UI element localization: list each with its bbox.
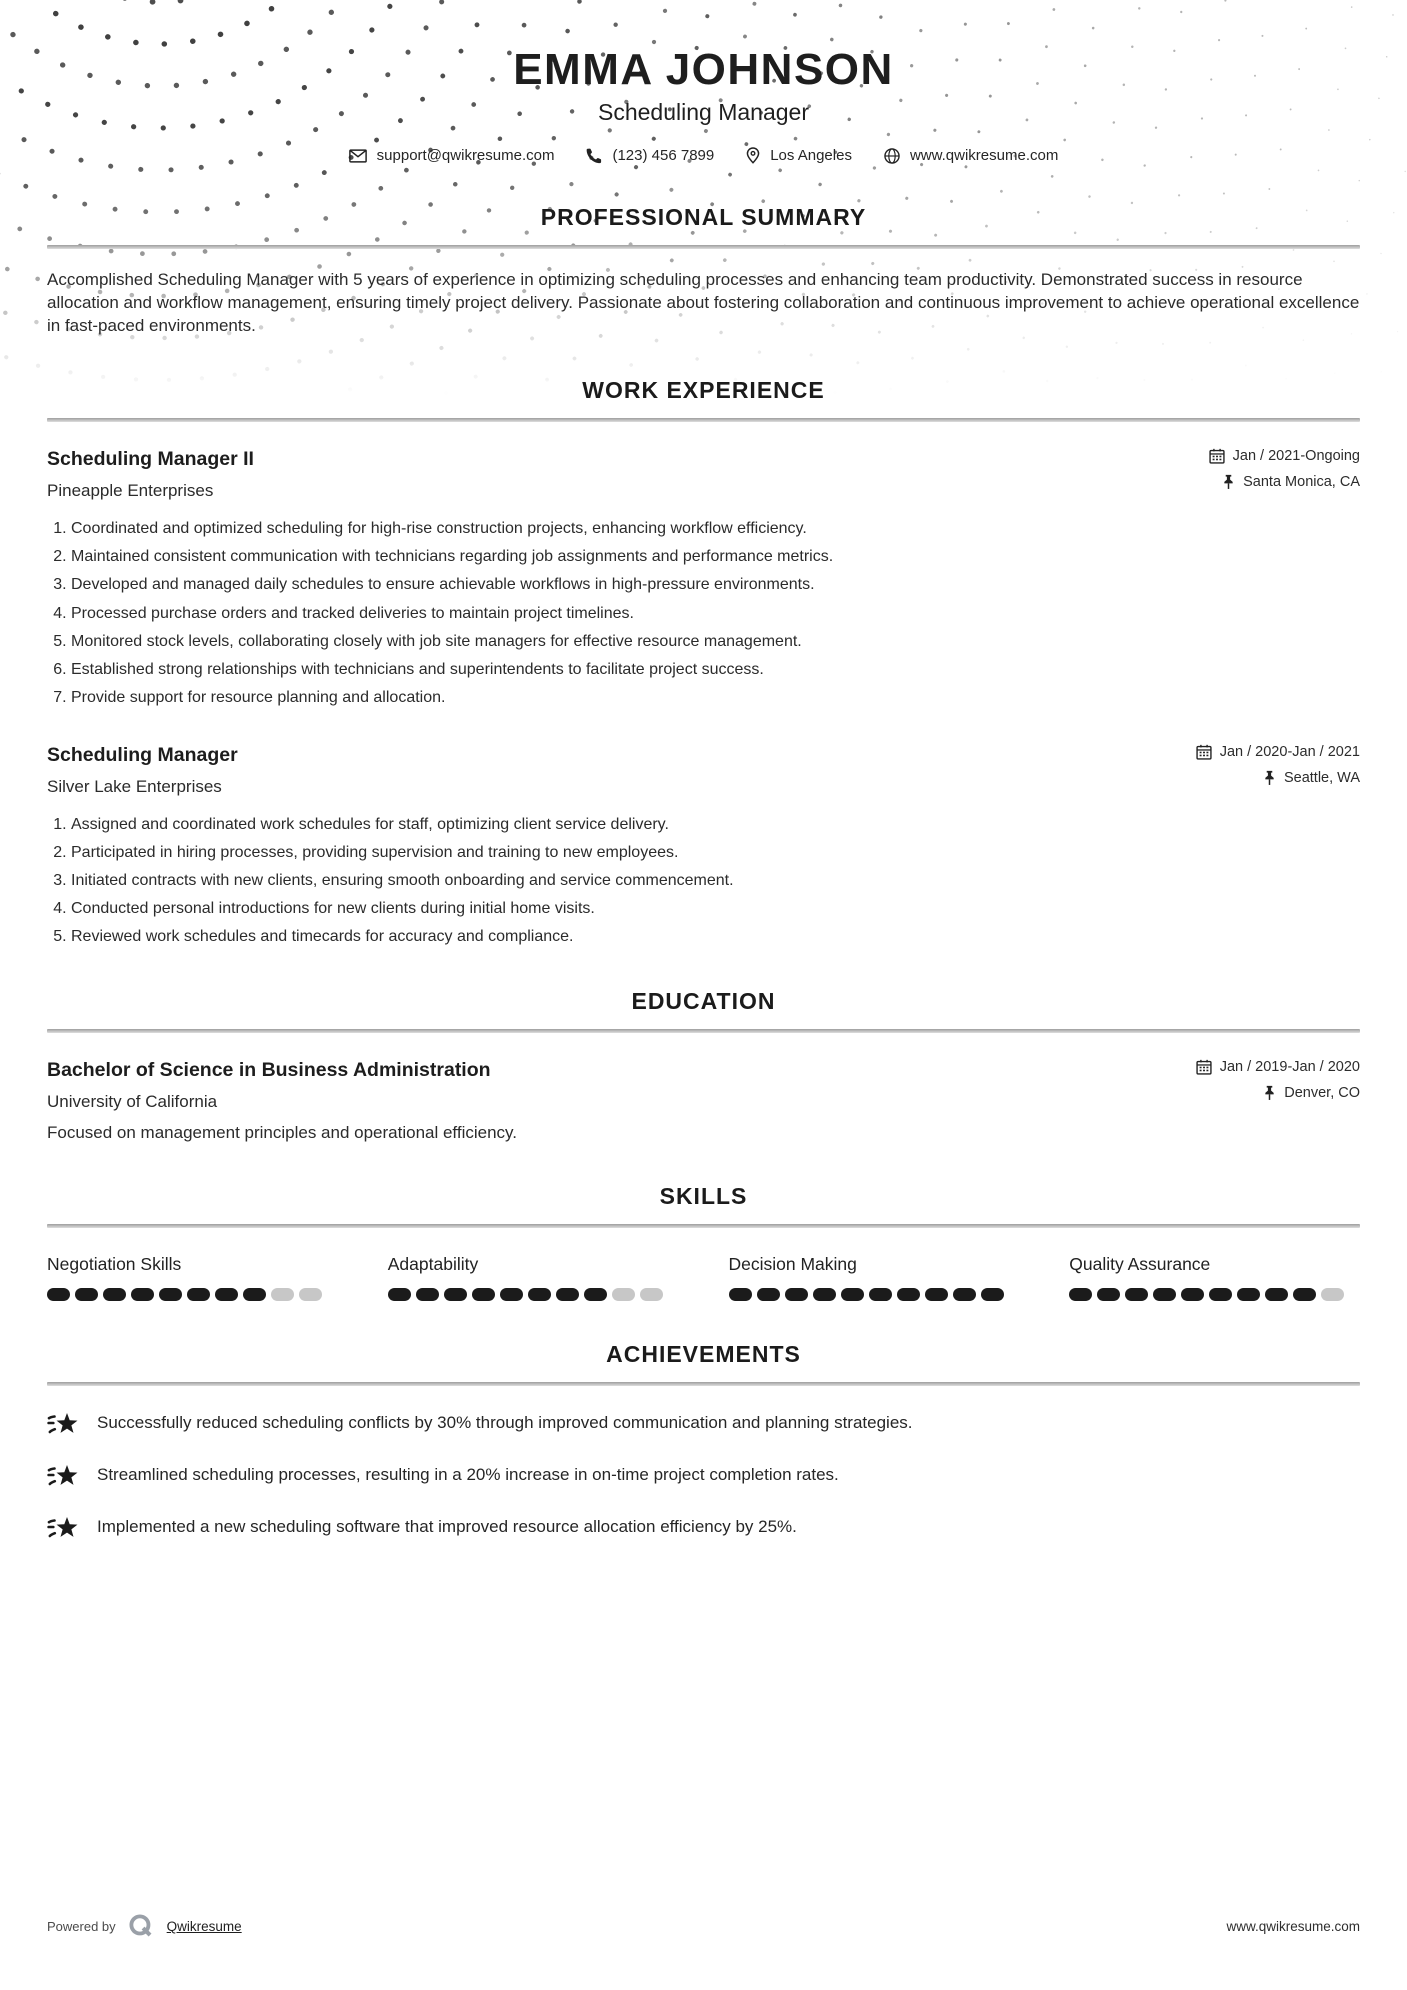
skill-level-bar <box>388 1288 679 1301</box>
pin-icon <box>1222 474 1235 490</box>
skill-bar-segment <box>271 1288 294 1301</box>
job-location <box>1196 770 1360 786</box>
summary-heading: PROFESSIONAL SUMMARY <box>540 204 867 231</box>
summary-text: Accomplished Scheduling Manager with 5 years of experience in optimizing scheduling processes and enhancing team productivity. Demonstrated success in resource allocation and workflow management, ensuring timely project delivery. Passionate about fostering collaboration and continuous improvement to achieve operational excellence in fast-paced environments. <box>47 270 1360 335</box>
section-divider <box>47 1224 1360 1228</box>
section-skills <box>47 1183 1360 1301</box>
skill-bar-segment <box>1097 1288 1120 1301</box>
education-header-left <box>47 1059 491 1112</box>
skill-bar-segment <box>416 1288 439 1301</box>
skill-bar-segment <box>47 1288 70 1301</box>
skill-bar-segment <box>841 1288 864 1301</box>
skill-item <box>1069 1254 1360 1301</box>
achievement-item <box>47 1513 1360 1542</box>
education-location-text: Denver, CO <box>1284 1084 1360 1101</box>
skill-bar-segment <box>1181 1288 1204 1301</box>
contact-item <box>586 147 714 164</box>
skill-level-bar <box>729 1288 1020 1301</box>
skill-bar-segment <box>1209 1288 1232 1301</box>
job-bullet: 5. Monitored stock levels, collaborating closely with job site managers for effective resource management. <box>71 631 1360 652</box>
achievement-item <box>47 1409 1360 1438</box>
education-header <box>47 1059 1360 1112</box>
skill-bar-segment <box>388 1288 411 1301</box>
qwikresume-link[interactable]: Qwikresume <box>166 1919 242 1934</box>
job-header <box>47 448 1360 501</box>
job-bullet: 4. Conducted personal introductions for new clients during initial home visits. <box>71 898 1360 919</box>
education-location <box>1196 1085 1360 1101</box>
skill-bar-segment <box>1125 1288 1148 1301</box>
education-dates <box>1196 1059 1360 1075</box>
skill-bar-segment <box>556 1288 579 1301</box>
location-icon <box>746 147 760 164</box>
job-bullet: 1. Assigned and coordinated work schedules for staff, optimizing client service delivery. <box>71 814 1360 835</box>
education-list <box>47 1059 1360 1143</box>
skill-bar-segment <box>612 1288 635 1301</box>
job-location-text: Seattle, WA <box>1283 769 1360 786</box>
job-entry <box>47 448 1360 708</box>
skill-bar-segment <box>131 1288 154 1301</box>
job-bullet: 3. Initiated contracts with new clients, ensuring smooth onboarding and service commencement. <box>71 870 1360 891</box>
job-list <box>47 448 1360 947</box>
job-dates <box>1196 744 1360 760</box>
powered-by-label: Powered by <box>47 1919 116 1934</box>
experience-heading: WORK EXPERIENCE <box>582 377 825 404</box>
skill-bar-segment <box>103 1288 126 1301</box>
skill-bar-segment <box>1069 1288 1092 1301</box>
job-meta <box>1209 448 1360 500</box>
job-company: Silver Lake Enterprises <box>47 776 222 796</box>
section-divider <box>47 418 1360 422</box>
resume-header <box>47 0 1360 164</box>
skill-bar-segment <box>1293 1288 1316 1301</box>
job-dates-text: Jan / 2021-Ongoing <box>1232 448 1360 465</box>
job-bullet: 3. Developed and managed daily schedules to ensure achievable workflows in high-pressure environments. <box>71 574 1360 595</box>
skill-level-bar <box>47 1288 338 1301</box>
skill-name: Decision Making <box>728 1253 857 1274</box>
job-header-left <box>47 448 254 501</box>
pin-icon <box>1263 1085 1276 1101</box>
skill-bar-segment <box>584 1288 607 1301</box>
skill-item <box>47 1254 338 1301</box>
calendar-icon <box>1196 1059 1212 1075</box>
footer-website: www.qwikresume.com <box>1226 1919 1360 1934</box>
job-bullet-list <box>47 814 1360 948</box>
skill-bar-segment <box>1237 1288 1260 1301</box>
job-header <box>47 744 1360 797</box>
email-icon <box>349 149 367 163</box>
job-location-text: Santa Monica, CA <box>1243 474 1360 491</box>
job-company: Pineapple Enterprises <box>47 481 214 501</box>
job-title: Scheduling Manager II <box>47 448 254 471</box>
section-professional-summary <box>47 204 1360 337</box>
skill-bar-segment <box>869 1288 892 1301</box>
school-name: University of California <box>47 1091 218 1111</box>
skill-bar-segment <box>187 1288 210 1301</box>
job-entry <box>47 744 1360 948</box>
skill-bar-segment <box>75 1288 98 1301</box>
candidate-title: Scheduling Manager <box>598 99 809 126</box>
job-dates-text: Jan / 2020-Jan / 2021 <box>1219 743 1360 760</box>
skill-bar-segment <box>729 1288 752 1301</box>
contact-item <box>746 147 852 164</box>
achievements-heading: ACHIEVEMENTS <box>606 1340 801 1367</box>
job-bullet: 5. Reviewed work schedules and timecards for accuracy and compliance. <box>71 926 1360 947</box>
achievement-text: Streamlined scheduling processes, resulting in a 20% increase in on-time project completion rates. <box>97 1465 839 1485</box>
section-achievements <box>47 1341 1360 1542</box>
education-heading: EDUCATION <box>631 987 776 1014</box>
skill-bar-segment <box>897 1288 920 1301</box>
skill-level-bar <box>1069 1288 1360 1301</box>
contact-item <box>349 147 555 164</box>
page-footer <box>47 1913 1360 1940</box>
education-entry <box>47 1059 1360 1143</box>
job-bullet: 7. Provide support for resource planning and allocation. <box>71 687 1360 708</box>
calendar-icon <box>1196 744 1212 760</box>
skill-bar-segment <box>215 1288 238 1301</box>
skill-bar-segment <box>981 1288 1004 1301</box>
education-note: Focused on management principles and operational efficiency. <box>47 1122 517 1142</box>
pin-icon <box>1263 770 1276 786</box>
skills-heading: SKILLS <box>659 1182 748 1209</box>
skill-bar-segment <box>925 1288 948 1301</box>
skill-bar-segment <box>757 1288 780 1301</box>
contact-text: support@qwikresume.com <box>376 147 555 165</box>
contact-text: Los Angeles <box>770 147 852 165</box>
skill-item <box>729 1254 1020 1301</box>
achievement-text: Successfully reduced scheduling conflicts by 30% through improved communication and planning strategies. <box>97 1413 913 1433</box>
section-divider <box>47 1029 1360 1033</box>
education-dates-text: Jan / 2019-Jan / 2020 <box>1219 1058 1360 1075</box>
skill-name: Quality Assurance <box>1069 1253 1211 1274</box>
skill-bar-segment <box>243 1288 266 1301</box>
skill-name: Negotiation Skills <box>47 1253 182 1274</box>
section-divider <box>47 1382 1360 1386</box>
skill-item <box>388 1254 679 1301</box>
job-bullet: 2. Maintained consistent communication with technicians regarding job assignments and performance metrics. <box>71 546 1360 567</box>
job-bullet-list <box>47 518 1360 708</box>
contact-text: (123) 456 7899 <box>612 147 715 165</box>
section-work-experience <box>47 377 1360 947</box>
skill-bar-segment <box>640 1288 663 1301</box>
degree-title: Bachelor of Science in Business Administration <box>47 1058 491 1081</box>
shooting-star-icon <box>47 1461 80 1490</box>
skill-bar-segment <box>785 1288 808 1301</box>
job-title: Scheduling Manager <box>47 743 238 766</box>
powered-by-block <box>47 1913 242 1940</box>
skill-bar-segment <box>299 1288 322 1301</box>
skill-bar-segment <box>500 1288 523 1301</box>
skill-name: Adaptability <box>387 1253 479 1274</box>
achievement-text: Implemented a new scheduling software that improved resource allocation efficiency by 25%. <box>97 1517 797 1537</box>
calendar-icon <box>1209 448 1225 464</box>
phone-icon <box>586 148 602 164</box>
section-divider <box>47 245 1360 249</box>
contact-item <box>884 147 1058 164</box>
job-header-left <box>47 744 238 797</box>
skills-grid <box>47 1254 1360 1301</box>
section-education <box>47 988 1360 1143</box>
education-meta <box>1196 1059 1360 1111</box>
skill-bar-segment <box>472 1288 495 1301</box>
job-bullet: 4. Processed purchase orders and tracked deliveries to maintain project timelines. <box>71 603 1360 624</box>
skill-bar-segment <box>1153 1288 1176 1301</box>
skill-bar-segment <box>444 1288 467 1301</box>
job-bullet: 2. Participated in hiring processes, providing supervision and training to new employees. <box>71 842 1360 863</box>
skill-bar-segment <box>1321 1288 1344 1301</box>
skill-bar-segment <box>953 1288 976 1301</box>
qwikresume-q-icon <box>128 1913 155 1940</box>
contact-row <box>47 147 1360 164</box>
job-location <box>1209 474 1360 490</box>
skill-bar-segment <box>1265 1288 1288 1301</box>
skill-bar-segment <box>813 1288 836 1301</box>
candidate-name: EMMA JOHNSON <box>513 45 894 94</box>
job-bullet: 1. Coordinated and optimized scheduling for high-rise construction projects, enhancing workflow efficiency. <box>71 518 1360 539</box>
shooting-star-icon <box>47 1409 80 1438</box>
skill-bar-segment <box>159 1288 182 1301</box>
globe-icon <box>884 148 900 164</box>
contact-text: www.qwikresume.com <box>909 147 1059 165</box>
achievement-item <box>47 1461 1360 1490</box>
achievement-list <box>47 1409 1360 1542</box>
skill-bar-segment <box>528 1288 551 1301</box>
shooting-star-icon <box>47 1513 80 1542</box>
job-bullet: 6. Established strong relationships with technicians and superintendents to facilitate project success. <box>71 659 1360 680</box>
job-dates <box>1209 448 1360 464</box>
job-meta <box>1196 744 1360 796</box>
